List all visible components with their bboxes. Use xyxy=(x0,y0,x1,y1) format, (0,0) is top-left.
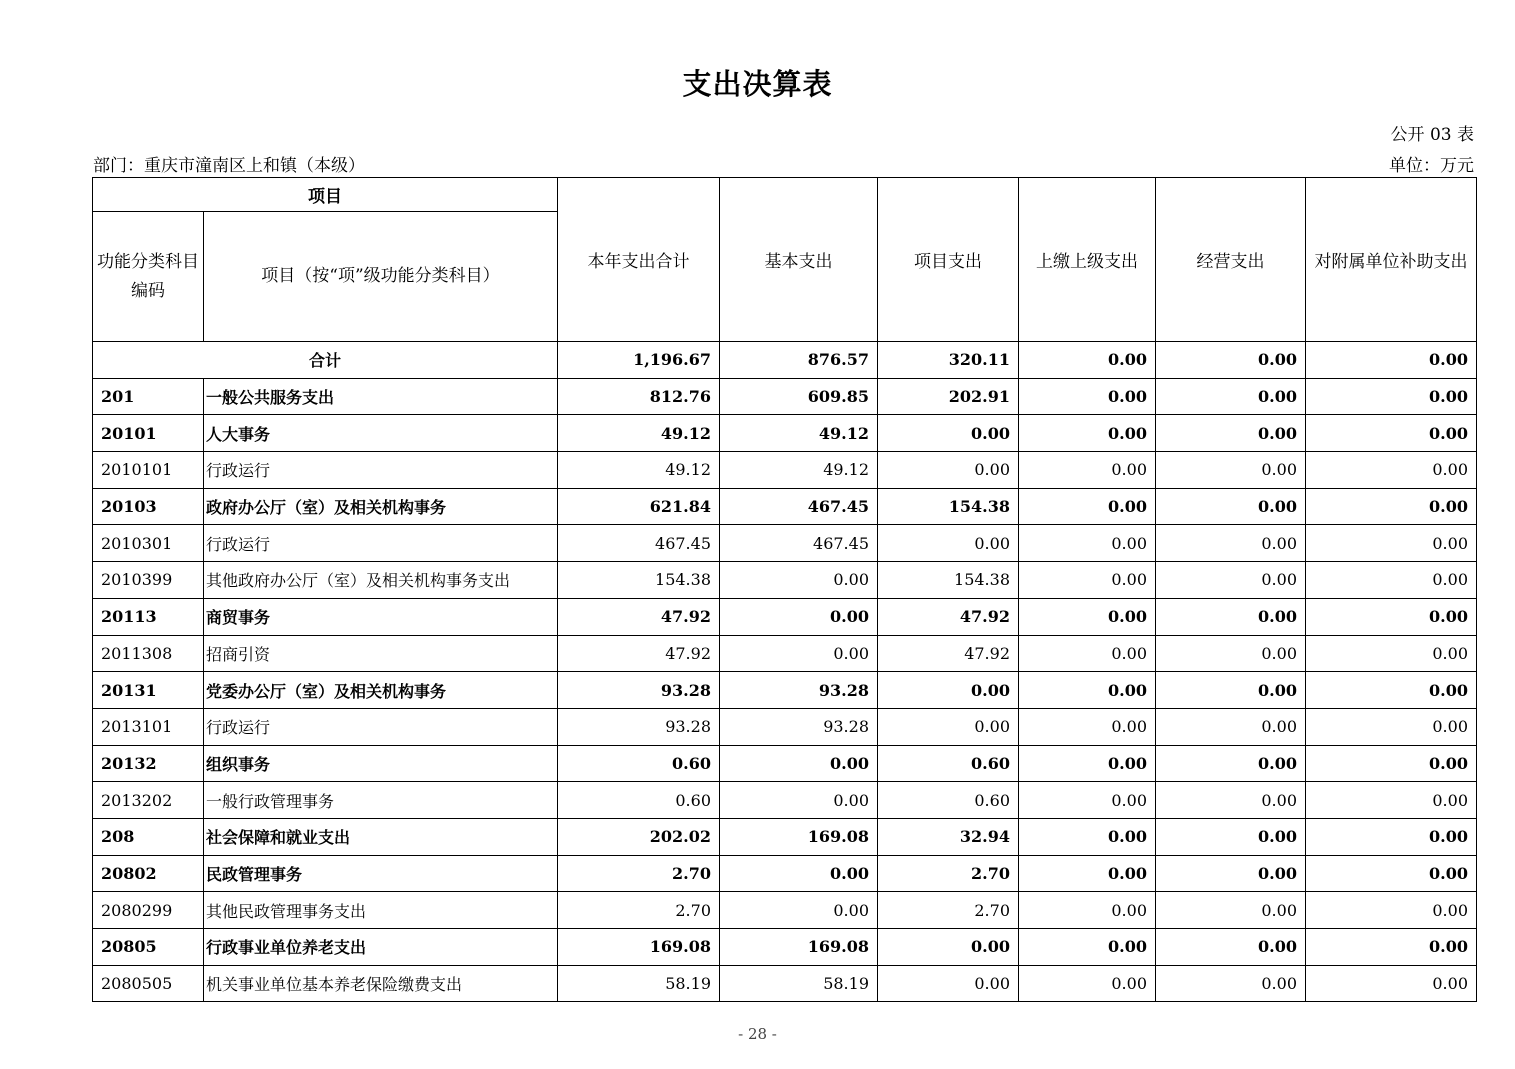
total-cell: 0.00 xyxy=(1156,342,1306,379)
row-code: 2010399 xyxy=(93,562,204,599)
row-value: 0.00 xyxy=(878,452,1019,489)
row-value: 0.00 xyxy=(720,598,878,635)
row-value: 154.38 xyxy=(878,562,1019,599)
table-row xyxy=(93,598,1477,635)
table-row xyxy=(93,708,1477,745)
row-value: 0.00 xyxy=(1019,452,1156,489)
table-row xyxy=(93,378,1477,415)
row-value: 0.00 xyxy=(720,892,878,929)
row-value: 93.28 xyxy=(720,708,878,745)
row-value: 0.60 xyxy=(878,745,1019,782)
header-upper: 上缴上级支出 xyxy=(1019,178,1156,342)
table-row xyxy=(93,892,1477,929)
row-value: 0.00 xyxy=(878,929,1019,966)
row-value: 0.00 xyxy=(1306,708,1477,745)
row-value: 49.12 xyxy=(720,415,878,452)
table-row xyxy=(93,562,1477,599)
row-value: 0.00 xyxy=(1019,929,1156,966)
unit-label: 单位：万元 xyxy=(1389,156,1474,176)
page-number: - 28 - xyxy=(738,1025,777,1043)
row-value: 0.00 xyxy=(1156,782,1306,819)
table-row xyxy=(93,452,1477,489)
row-value: 621.84 xyxy=(558,488,720,525)
row-value: 0.00 xyxy=(720,635,878,672)
row-value: 0.00 xyxy=(1156,708,1306,745)
row-code: 20131 xyxy=(93,672,204,709)
row-value: 0.00 xyxy=(1019,892,1156,929)
row-value: 32.94 xyxy=(878,818,1019,855)
row-value: 202.91 xyxy=(878,378,1019,415)
row-value: 0.00 xyxy=(720,562,878,599)
row-value: 0.00 xyxy=(1156,488,1306,525)
table-row xyxy=(93,745,1477,782)
row-code: 201 xyxy=(93,378,204,415)
row-name: 机关事业单位基本养老保险缴费支出 xyxy=(204,965,558,1002)
row-value: 0.00 xyxy=(1306,965,1477,1002)
header-name: 项目（按“项”级功能分类科目） xyxy=(204,212,558,342)
row-value: 0.00 xyxy=(720,745,878,782)
row-value: 467.45 xyxy=(558,525,720,562)
row-code: 20802 xyxy=(93,855,204,892)
row-value: 93.28 xyxy=(558,672,720,709)
row-name: 招商引资 xyxy=(204,635,558,672)
row-value: 0.00 xyxy=(1306,415,1477,452)
row-code: 2013101 xyxy=(93,708,204,745)
row-name: 政府办公厅（室）及相关机构事务 xyxy=(204,488,558,525)
row-name: 行政运行 xyxy=(204,708,558,745)
row-value: 0.00 xyxy=(1156,635,1306,672)
row-value: 0.00 xyxy=(1306,782,1477,819)
row-name: 党委办公厅（室）及相关机构事务 xyxy=(204,672,558,709)
row-value: 0.00 xyxy=(878,965,1019,1002)
row-value: 0.00 xyxy=(1306,525,1477,562)
row-value: 2.70 xyxy=(558,855,720,892)
row-code: 2011308 xyxy=(93,635,204,672)
row-value: 0.00 xyxy=(1019,745,1156,782)
row-name: 商贸事务 xyxy=(204,598,558,635)
row-code: 20103 xyxy=(93,488,204,525)
total-label: 合计 xyxy=(93,342,558,379)
header-business: 经营支出 xyxy=(1156,178,1306,342)
table-row xyxy=(93,929,1477,966)
row-value: 0.00 xyxy=(1156,892,1306,929)
row-value: 0.00 xyxy=(1306,745,1477,782)
row-name: 行政运行 xyxy=(204,525,558,562)
row-value: 0.00 xyxy=(1156,929,1306,966)
header-basic: 基本支出 xyxy=(720,178,878,342)
total-cell: 1,196.67 xyxy=(558,342,720,379)
row-value: 0.00 xyxy=(878,672,1019,709)
row-name: 一般行政管理事务 xyxy=(204,782,558,819)
row-value: 0.00 xyxy=(1306,378,1477,415)
table-row xyxy=(93,635,1477,672)
row-value: 0.00 xyxy=(1306,892,1477,929)
row-value: 202.02 xyxy=(558,818,720,855)
row-name: 其他政府办公厅（室）及相关机构事务支出 xyxy=(204,562,558,599)
row-name: 其他民政管理事务支出 xyxy=(204,892,558,929)
table-row xyxy=(93,818,1477,855)
table-row xyxy=(93,672,1477,709)
row-value: 58.19 xyxy=(720,965,878,1002)
total-cell: 320.11 xyxy=(878,342,1019,379)
row-value: 0.00 xyxy=(1306,562,1477,599)
header-total: 本年支出合计 xyxy=(558,178,720,342)
row-value: 0.00 xyxy=(1306,855,1477,892)
row-value: 0.00 xyxy=(1306,929,1477,966)
row-value: 47.92 xyxy=(558,598,720,635)
row-value: 169.08 xyxy=(558,929,720,966)
row-value: 0.00 xyxy=(1019,855,1156,892)
table-row xyxy=(93,415,1477,452)
row-name: 民政管理事务 xyxy=(204,855,558,892)
row-value: 47.92 xyxy=(558,635,720,672)
row-value: 169.08 xyxy=(720,929,878,966)
row-value: 0.00 xyxy=(1156,818,1306,855)
row-value: 0.60 xyxy=(558,782,720,819)
row-value: 0.00 xyxy=(1306,598,1477,635)
row-value: 0.00 xyxy=(1019,415,1156,452)
row-name: 一般公共服务支出 xyxy=(204,378,558,415)
row-value: 0.00 xyxy=(1019,598,1156,635)
row-value: 0.00 xyxy=(1019,782,1156,819)
row-value: 0.00 xyxy=(1019,525,1156,562)
total-cell: 0.00 xyxy=(1019,342,1156,379)
row-value: 0.00 xyxy=(878,708,1019,745)
row-code: 2010301 xyxy=(93,525,204,562)
row-name: 组织事务 xyxy=(204,745,558,782)
row-value: 467.45 xyxy=(720,488,878,525)
row-code: 2013202 xyxy=(93,782,204,819)
row-value: 0.00 xyxy=(1156,415,1306,452)
row-value: 169.08 xyxy=(720,818,878,855)
row-value: 0.60 xyxy=(558,745,720,782)
row-value: 0.00 xyxy=(1156,745,1306,782)
total-cell: 0.00 xyxy=(1306,342,1477,379)
row-value: 467.45 xyxy=(720,525,878,562)
row-value: 0.00 xyxy=(1306,672,1477,709)
row-code: 208 xyxy=(93,818,204,855)
row-value: 0.00 xyxy=(1019,635,1156,672)
row-value: 93.28 xyxy=(720,672,878,709)
expenditure-table xyxy=(92,177,1477,1002)
row-value: 154.38 xyxy=(878,488,1019,525)
row-value: 0.00 xyxy=(1156,525,1306,562)
row-value: 58.19 xyxy=(558,965,720,1002)
row-value: 812.76 xyxy=(558,378,720,415)
total-cell: 876.57 xyxy=(720,342,878,379)
row-value: 0.00 xyxy=(1156,672,1306,709)
row-value: 0.00 xyxy=(1156,855,1306,892)
table-row xyxy=(93,488,1477,525)
header-project-expenditure: 项目支出 xyxy=(878,178,1019,342)
row-value: 0.00 xyxy=(1306,818,1477,855)
row-value: 0.00 xyxy=(1019,672,1156,709)
row-code: 20101 xyxy=(93,415,204,452)
form-number: 公开 03 表 xyxy=(1390,125,1474,145)
row-value: 0.00 xyxy=(878,415,1019,452)
row-name: 行政事业单位养老支出 xyxy=(204,929,558,966)
row-value: 154.38 xyxy=(558,562,720,599)
table-row xyxy=(93,855,1477,892)
row-value: 0.00 xyxy=(1156,562,1306,599)
row-value: 0.00 xyxy=(1019,378,1156,415)
row-value: 0.00 xyxy=(1156,598,1306,635)
table-row xyxy=(93,965,1477,1002)
row-value: 0.00 xyxy=(720,855,878,892)
row-code: 20805 xyxy=(93,929,204,966)
row-value: 47.92 xyxy=(878,635,1019,672)
row-value: 609.85 xyxy=(720,378,878,415)
page-title: 支出决算表 xyxy=(682,67,833,101)
row-name: 社会保障和就业支出 xyxy=(204,818,558,855)
department-label: 部门：重庆市潼南区上和镇（本级） xyxy=(93,156,365,176)
row-value: 0.00 xyxy=(1306,452,1477,489)
row-value: 0.00 xyxy=(1019,562,1156,599)
row-code: 20132 xyxy=(93,745,204,782)
header-subsidy: 对附属单位补助支出 xyxy=(1306,178,1477,342)
row-value: 49.12 xyxy=(558,415,720,452)
row-value: 2.70 xyxy=(878,892,1019,929)
row-code: 2080505 xyxy=(93,965,204,1002)
row-name: 行政运行 xyxy=(204,452,558,489)
table-row xyxy=(93,782,1477,819)
row-value: 0.00 xyxy=(1156,378,1306,415)
row-value: 49.12 xyxy=(558,452,720,489)
row-value: 0.00 xyxy=(1019,708,1156,745)
row-value: 0.00 xyxy=(1306,488,1477,525)
row-value: 0.00 xyxy=(878,525,1019,562)
row-value: 0.00 xyxy=(1156,965,1306,1002)
row-value: 0.00 xyxy=(1019,488,1156,525)
row-value: 0.00 xyxy=(1019,818,1156,855)
row-code: 20113 xyxy=(93,598,204,635)
row-code: 2010101 xyxy=(93,452,204,489)
row-code: 2080299 xyxy=(93,892,204,929)
row-name: 人大事务 xyxy=(204,415,558,452)
header-project: 项目 xyxy=(93,178,558,212)
row-value: 0.00 xyxy=(720,782,878,819)
total-row xyxy=(93,342,1477,379)
row-value: 2.70 xyxy=(558,892,720,929)
row-value: 0.00 xyxy=(1306,635,1477,672)
row-value: 0.00 xyxy=(1019,965,1156,1002)
row-value: 49.12 xyxy=(720,452,878,489)
row-value: 93.28 xyxy=(558,708,720,745)
row-value: 0.00 xyxy=(1156,452,1306,489)
row-value: 2.70 xyxy=(878,855,1019,892)
header-code: 功能分类科目编码 xyxy=(93,212,204,342)
table-row xyxy=(93,525,1477,562)
row-value: 47.92 xyxy=(878,598,1019,635)
row-value: 0.60 xyxy=(878,782,1019,819)
